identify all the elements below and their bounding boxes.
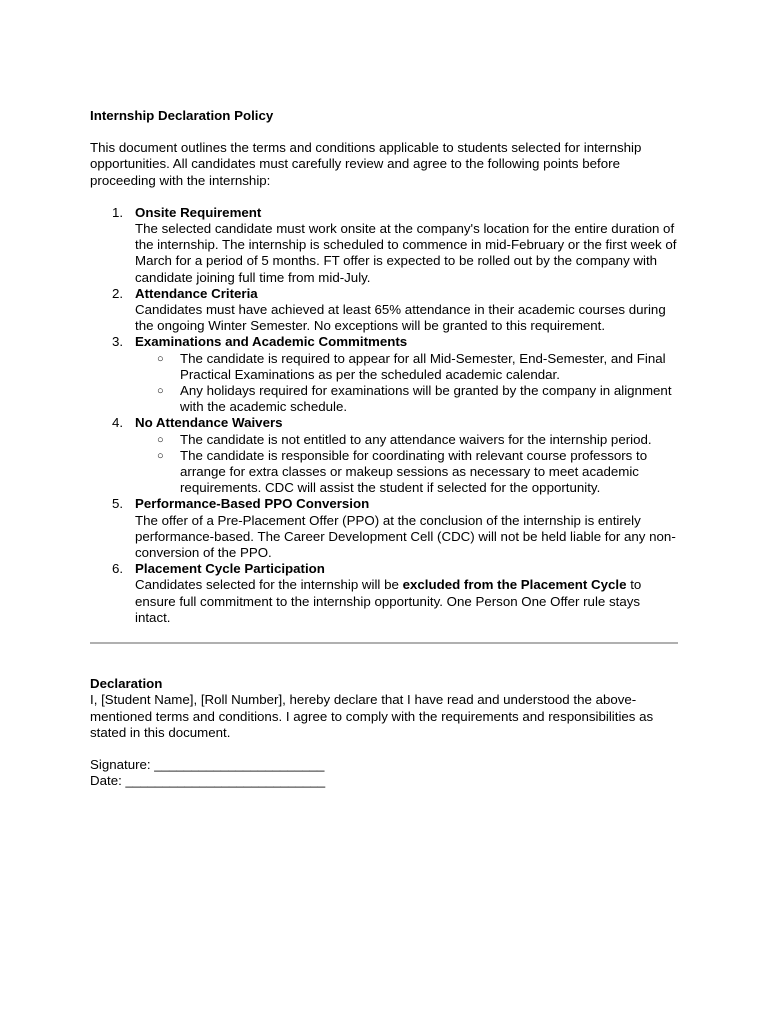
sub-list [135, 351, 678, 416]
policy-item-examinations [90, 334, 678, 415]
sub-list-item [135, 351, 678, 383]
sub-item-text: The candidate is responsible for coordinating with relevant course professors to arrange for extra classes or makeup sessions as necessary to meet academic requirements. CDC will assist the student if selected for the opportunity. [180, 447, 648, 496]
item-text-emphasis: excluded from the Placement Cycle [402, 577, 627, 593]
item-heading: Onsite Requirement [135, 204, 262, 220]
circle-bullet-icon: ○ [157, 433, 164, 446]
document-title: Internship Declaration Policy [90, 108, 274, 123]
item-number: 1. [112, 204, 124, 220]
policy-item-ppo [90, 496, 678, 561]
item-text: The offer of a Pre-Placement Offer (PPO) at the conclusion of the internship is entirely performance-based. The Career Development Cell (CDC) will not be held liable for any non-conversion of the PPO. [135, 512, 676, 561]
intro-paragraph: This document outlines the terms and conditions applicable to students selected for internship opportunities. All candidates must carefully review and agree to the following points before proceeding with the internship: [90, 140, 642, 188]
item-text-after: to ensure full commitment to the internship opportunity. One Person One Offer rule stays intact. [135, 577, 642, 625]
sub-list [135, 432, 678, 497]
policy-item-placement [90, 561, 678, 626]
sub-list-item [135, 383, 678, 415]
sub-item-text: Any holidays required for examinations will be granted by the company in alignment with the academic schedule. [180, 383, 672, 415]
signature-block [90, 757, 678, 789]
item-text: Candidates must have achieved at least 65% attendance in their academic courses during the ongoing Winter Semester. No exceptions will be granted to this requirement. [135, 302, 666, 334]
sub-list-item [135, 432, 678, 448]
policy-list [90, 205, 678, 626]
item-heading: No Attendance Waivers [135, 415, 283, 431]
circle-bullet-icon: ○ [157, 385, 164, 398]
circle-bullet-icon: ○ [157, 449, 164, 462]
item-number: 5. [112, 496, 124, 512]
item-number: 3. [112, 334, 124, 350]
policy-item-attendance [90, 286, 678, 335]
item-heading: Examinations and Academic Commitments [135, 334, 408, 350]
item-heading: Attendance Criteria [135, 285, 258, 301]
item-text [135, 577, 678, 626]
signature-line: Signature: _______________________ [90, 756, 325, 772]
item-heading: Performance-Based PPO Conversion [135, 496, 370, 512]
date-line: Date: ___________________________ [90, 773, 326, 789]
declaration-text: I, [Student Name], [Roll Number], hereby declare that I have read and understood the above-mentioned terms and conditions. I agree to comply with the requirements and responsibilities as stated in this document. [90, 692, 654, 740]
item-number: 4. [112, 415, 124, 431]
sub-list-item [135, 448, 678, 497]
item-heading: Placement Cycle Participation [135, 561, 325, 577]
circle-bullet-icon: ○ [157, 352, 164, 365]
sub-item-text: The candidate is required to appear for all Mid-Semester, End-Semester, and Final Practical Examinations as per the scheduled academic calendar. [180, 350, 666, 382]
item-number: 6. [112, 561, 124, 577]
item-text: The selected candidate must work onsite at the company's location for the entire duration of the internship. The internship is scheduled to commence in mid-February or the first week of March for a period of 5 months. FT offer is expected to be rolled out by the company with candidate joining full time from mid-July. [135, 221, 677, 285]
item-number: 2. [112, 285, 124, 301]
sub-item-text: The candidate is not entitled to any attendance waivers for the internship period. [180, 431, 652, 447]
declaration-heading: Declaration [90, 676, 163, 692]
policy-item-waivers [90, 415, 678, 496]
policy-item-onsite [90, 205, 678, 286]
horizontal-divider [90, 642, 678, 644]
item-text-before: Candidates selected for the internship will be [135, 577, 403, 593]
